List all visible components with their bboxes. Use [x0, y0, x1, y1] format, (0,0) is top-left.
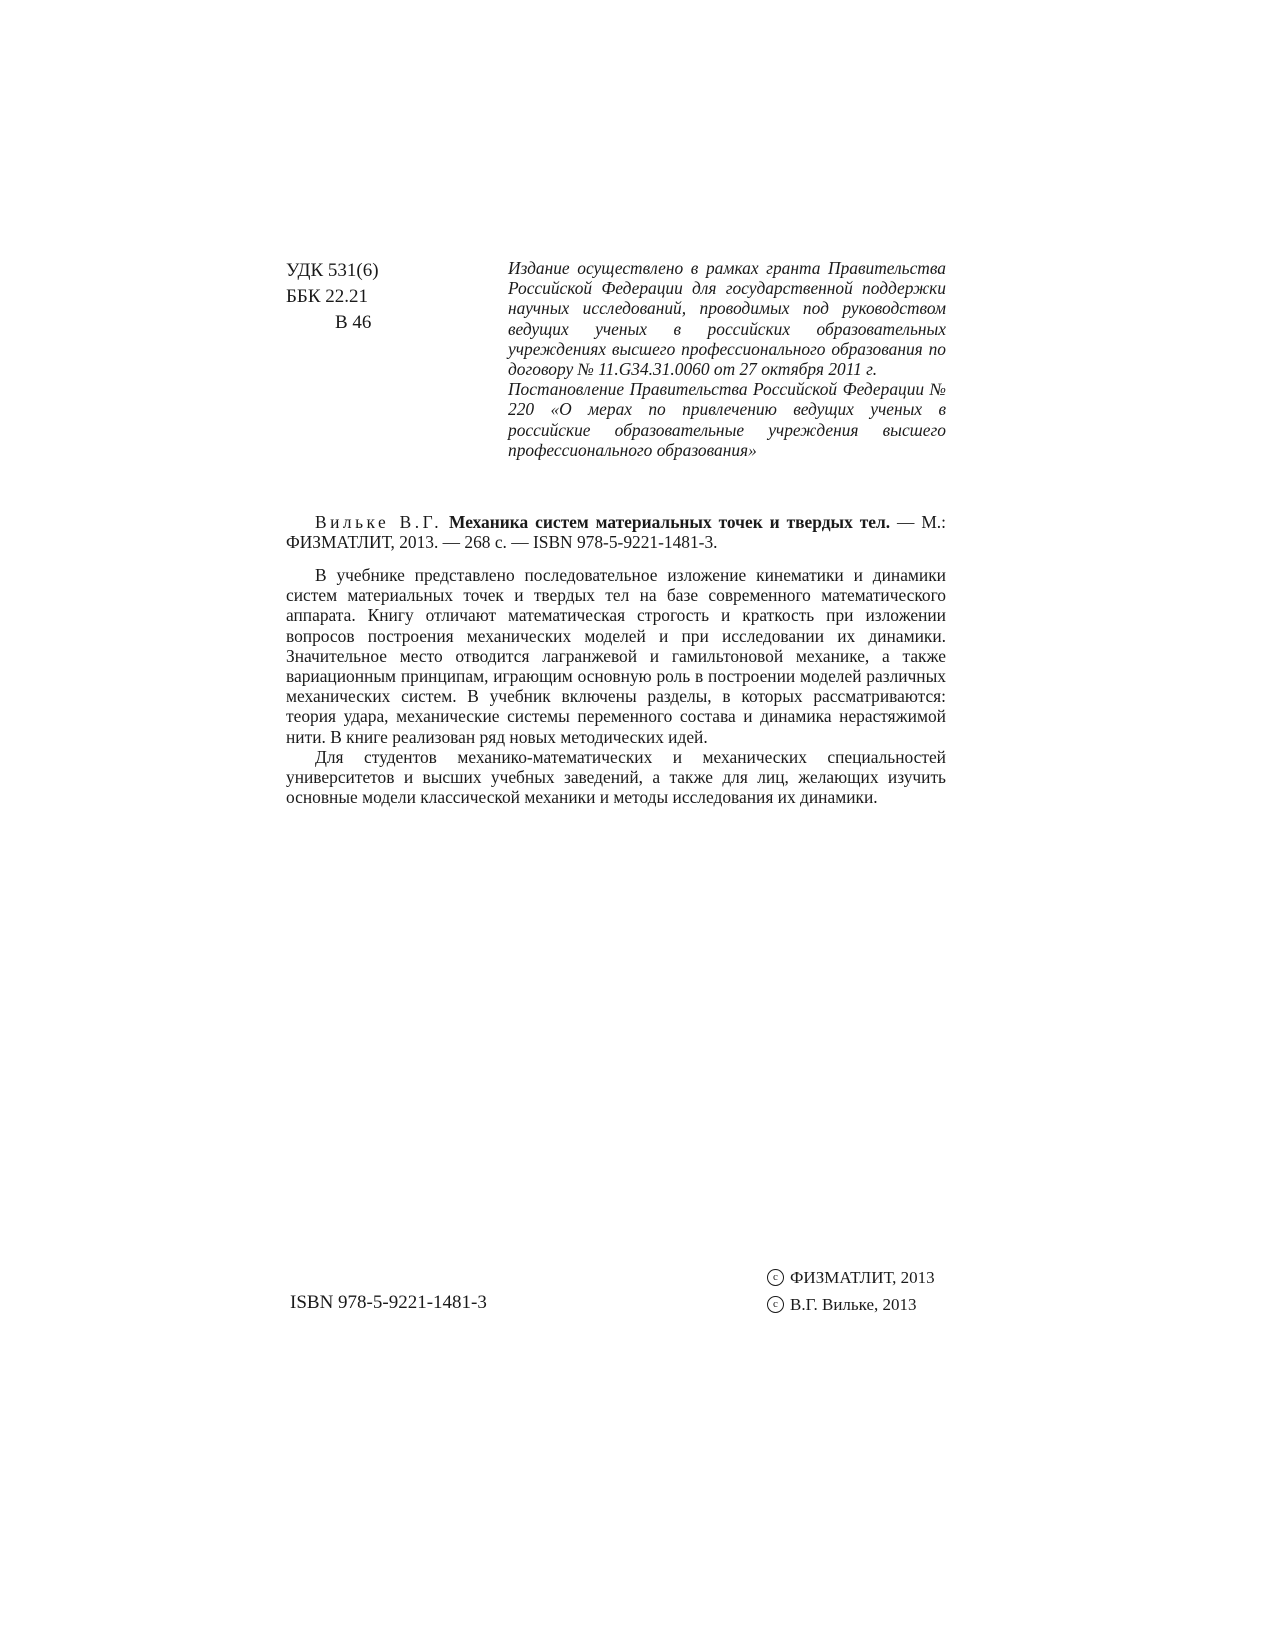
isbn: ISBN 978-5-9221-1481-3 — [290, 1292, 487, 1313]
copyright-block — [767, 1264, 935, 1318]
bib-imprint: — М.: ФИЗМАТЛИТ, 2013. — 268 с. — ISBN 978-5-9221-1481-3. — [286, 512, 946, 553]
author-mark: В 46 — [335, 312, 372, 333]
bib-title: Механика систем материальных точек и твердых тел. — [449, 512, 891, 532]
decree-paragraph: Постановление Правительства Российской Федерации № 220 «О мерах по привлечению ведущих ученых в российские образовательные учреждения высшего профессионального образования» — [508, 379, 946, 460]
copyright-publisher: ФИЗМАТЛИТ, 2013 — [790, 1268, 935, 1287]
udk-code: УДК 531(6) — [286, 260, 379, 281]
copyright-publisher-line — [767, 1264, 935, 1291]
abstract — [286, 565, 946, 807]
classification-codes — [286, 258, 379, 336]
bbk-code: ББК 22.21 — [286, 286, 368, 307]
bib-author: Вильке В.Г. — [315, 512, 443, 532]
grant-note — [508, 258, 946, 460]
bib-entry — [286, 512, 946, 553]
audience-paragraph: Для студентов механико-математических и механических специальностей университетов и высших учебных заведений, а также для лиц, желающих изучить основные модели классической механики и методы исследования их динамики. — [286, 746, 946, 808]
bibliographic-record — [286, 512, 946, 553]
copyright-icon: c — [767, 1269, 784, 1286]
abstract-paragraph: В учебнике представлено последовательное изложение кинематики и динамики систем материальных точек и твердых тел на базе современного математического аппарата. Книгу отличают математическая строгость и краткость при изложении вопросов построения механических моделей и при исследовании их динамики. Значительное место отводится лагранжевой и гамильтоновой механике, а также вариационным принципам, играющим основную роль в построении моделей различных механических систем. В учебник включены разделы, в которых рассматриваются: теория удара, механические системы переменного состава и динамика нерастяжимой нити. В книге реализован ряд новых методических идей. — [286, 565, 946, 747]
copyright-author: В.Г. Вильке, 2013 — [790, 1295, 917, 1314]
grant-paragraph: Издание осуществлено в рамках гранта Правительства Российской Федерации для государственной поддержки научных исследований, проводимых под руководством ведущих ученых в российских образовательных учреждениях высшего профессионального образования по договору № 11.G34.31.0060 от 27 октября 2011 г. — [508, 258, 946, 380]
copyright-icon: c — [767, 1296, 784, 1313]
copyright-author-line — [767, 1291, 935, 1318]
